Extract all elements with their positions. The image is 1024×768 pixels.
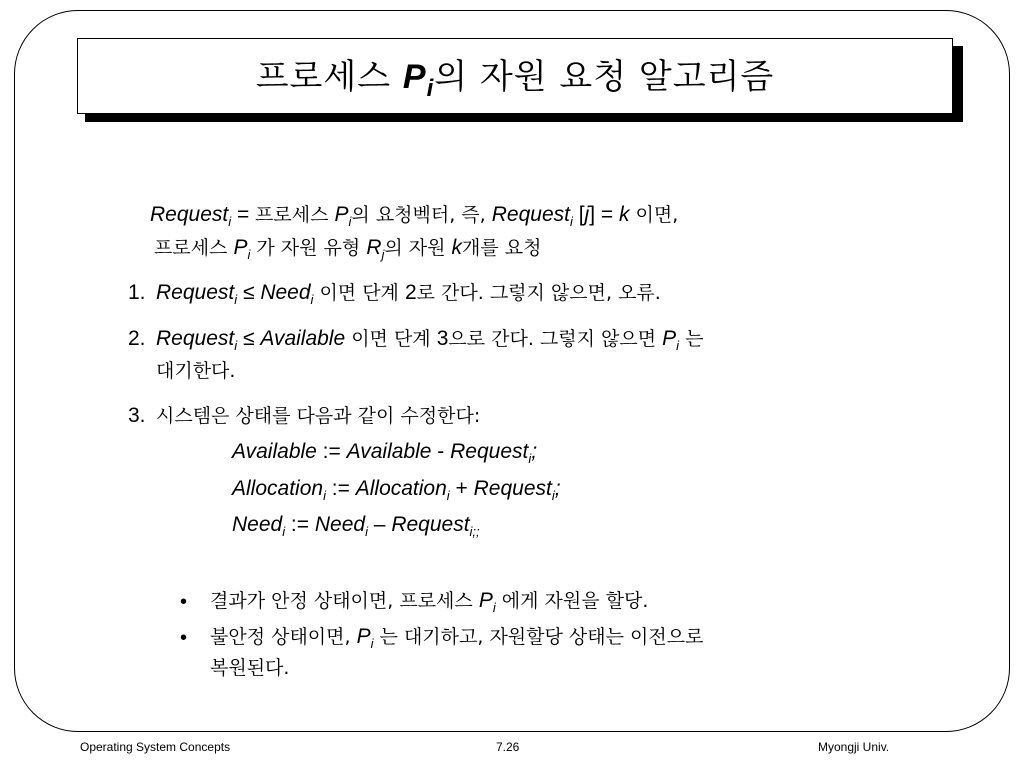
text-segment: ≤: [237, 327, 261, 350]
text-segment: P: [233, 236, 248, 259]
text-segment: i: [234, 292, 238, 308]
title-box: [77, 38, 953, 114]
text-segment: 는 대기하고, 자원할당 상태는 이전으로: [373, 626, 704, 648]
text-segment: 복원된다.: [210, 657, 290, 679]
text-segment: Request: [391, 513, 470, 536]
text-segment: i: [528, 451, 532, 467]
step-2-line-2: [156, 360, 235, 381]
title-variable-subscript: i: [426, 74, 435, 102]
text-segment: i: [228, 214, 232, 230]
text-segment: 대기한다.: [156, 360, 236, 382]
text-segment: ;: [554, 477, 561, 500]
text-segment: i: [348, 214, 352, 230]
text-segment: +: [449, 477, 474, 500]
text-segment: R: [366, 236, 382, 259]
bullet-2-line-1: [210, 626, 703, 650]
text-segment: ≤: [237, 281, 261, 304]
text-segment: i: [282, 524, 286, 540]
text-segment: Request: [450, 440, 529, 463]
text-segment: Need: [232, 513, 283, 536]
footer-page-number: 7.26: [496, 740, 520, 754]
update-available: [232, 441, 537, 465]
text-segment: j: [584, 203, 590, 226]
text-segment: 개를 요청: [462, 237, 542, 259]
text-segment: [: [572, 203, 585, 226]
definition-line-1: [150, 204, 678, 228]
text-segment: =: [231, 203, 256, 226]
text-segment: 불안정 상태이면,: [210, 626, 357, 648]
text-segment: i: [551, 488, 555, 504]
text-segment: Request: [473, 477, 552, 500]
text-segment: 3: [436, 327, 449, 350]
text-segment: k: [451, 236, 463, 259]
text-segment: i: [323, 488, 326, 504]
text-segment: Need: [314, 513, 366, 536]
text-segment: 의 요청벡터, 즉,: [351, 204, 492, 226]
text-segment: Request: [156, 281, 235, 304]
text-segment: ] =: [589, 203, 619, 226]
text-segment: Request: [150, 203, 229, 226]
text-segment: 가 자원 유형: [250, 237, 367, 259]
bullet-1-line-1: [210, 590, 648, 614]
text-segment: ;: [531, 440, 538, 463]
text-segment: 이면 단계: [313, 282, 405, 304]
update-need: [232, 514, 480, 538]
text-segment: 프로세스: [255, 204, 335, 226]
step-1-line-1: [156, 282, 661, 306]
text-segment: Request: [156, 327, 235, 350]
text-segment: j: [381, 247, 385, 263]
definition-line-2: [154, 237, 542, 261]
step-3-number: 3.: [128, 404, 146, 427]
text-segment: k: [618, 203, 630, 226]
step-2-line-1: [156, 328, 703, 352]
text-segment: 에게 자원을 할당.: [495, 590, 649, 612]
text-segment: Allocation: [355, 477, 447, 500]
text-segment: :=: [325, 477, 356, 500]
title-prefix: 프로세스: [255, 57, 403, 98]
text-segment: P: [334, 203, 349, 226]
text-segment: Available: [346, 440, 432, 463]
text-segment: i: [569, 214, 573, 230]
text-segment: 결과가 안정 상태이면, 프로세스: [210, 590, 479, 612]
text-segment: 는: [679, 328, 704, 350]
text-segment: 이면,: [629, 204, 679, 226]
text-segment: i: [370, 636, 374, 652]
text-segment: i: [234, 338, 238, 354]
bullet-dot: •: [180, 591, 188, 613]
text-segment: Allocation: [232, 477, 324, 500]
text-segment: 으로 간다. 그렇지 않으면: [448, 328, 663, 350]
footer-course: Operating System Concepts: [80, 740, 231, 754]
text-segment: 의 자원: [384, 237, 452, 259]
footer-university: Myongji Univ.: [818, 740, 890, 754]
text-segment: Request: [491, 203, 570, 226]
title-suffix: 의 자원 요청 알고리즘: [434, 57, 775, 98]
step-3-line-1: [156, 405, 480, 426]
bullet-dot: •: [180, 627, 188, 649]
text-segment: :=: [316, 440, 347, 463]
text-segment: i: [446, 488, 450, 504]
text-segment: i: [247, 247, 251, 263]
text-segment: Available: [260, 327, 346, 350]
text-segment: 이면 단계: [345, 328, 437, 350]
text-segment: Need: [260, 281, 311, 304]
step-1-number: 1.: [128, 281, 146, 304]
text-segment: 로 간다. 그렇지 않으면, 오류.: [416, 282, 661, 304]
text-segment: i: [365, 524, 368, 540]
text-segment: P: [356, 625, 371, 648]
step-2-number: 2.: [128, 327, 146, 350]
text-segment: P: [478, 589, 493, 612]
text-segment: i: [492, 600, 496, 616]
text-segment: 2: [404, 281, 417, 304]
slide-title: [256, 49, 775, 103]
update-allocation: [232, 478, 561, 502]
text-segment: i: [310, 292, 314, 308]
text-segment: i: [676, 338, 680, 354]
text-segment: -: [431, 440, 451, 463]
text-segment: :=: [285, 513, 315, 536]
text-segment: Available: [232, 440, 317, 463]
text-segment: 프로세스: [154, 237, 234, 259]
title-variable: P: [402, 58, 427, 97]
text-segment: 시스템은 상태를 다음과 같이 수정한다:: [156, 405, 481, 427]
text-segment: P: [662, 327, 677, 350]
bullet-2-line-2: [210, 657, 289, 678]
text-segment: i;;: [469, 524, 480, 540]
text-segment: –: [367, 513, 392, 536]
